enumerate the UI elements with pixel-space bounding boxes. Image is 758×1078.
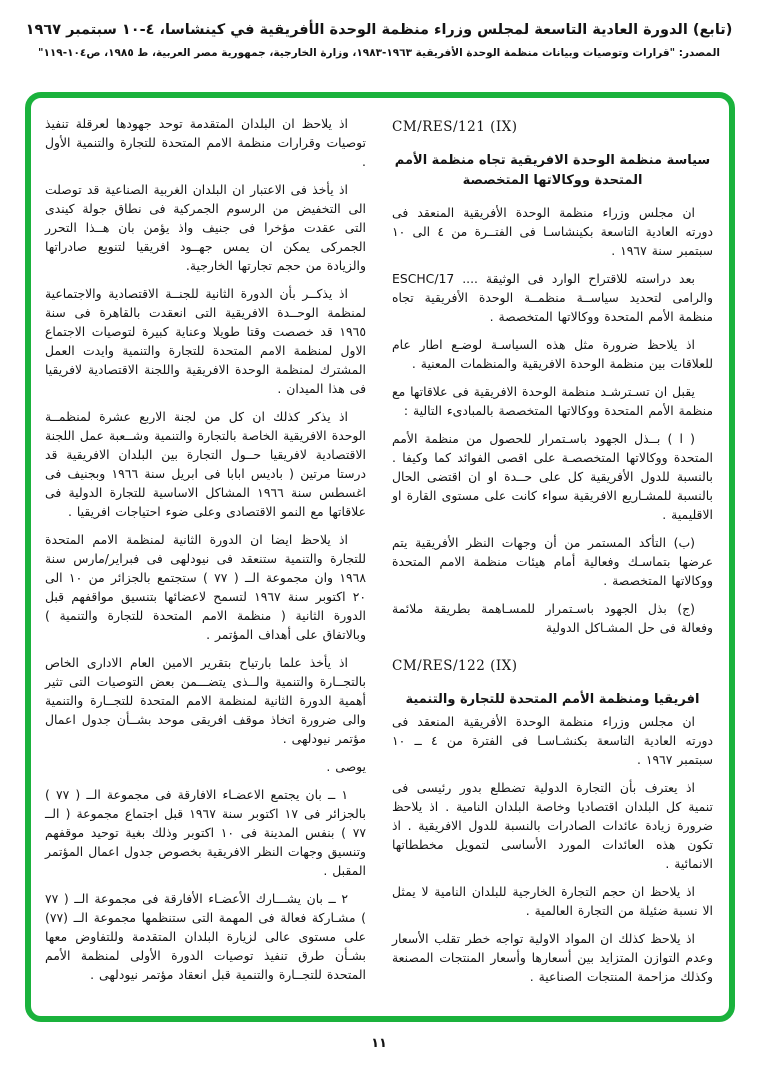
paragraph: ان مجلس وزراء منظمة الوحدة الأفريقية المنعقد فى دورته العادية التاسعة بكينشاسـا فى الفتــرة من ٤ الى ١٠ سبتمبر سنة ١٩٦٧ . xyxy=(392,205,713,258)
resolution-title-122: افريقيا ومنظمة الأمم المتحدة للتجارة والتنمية xyxy=(405,692,700,707)
column-primary xyxy=(392,114,713,1008)
paragraph: اذ يلاحظ ان حجم التجارة الخارجية للبلدان النامية لا يمثل الا نسبة ضئيلة من التجارة العالمية . xyxy=(392,884,713,918)
two-column-layout xyxy=(45,114,713,1008)
paragraph: (ب) التأكد المستمر من أن وجهات النظر الأفريقية يتم عرضها بتماسـك وفعالية أمام هيئات منظمة الامم المتحدة ووكالاتها المتخصصة . xyxy=(392,535,713,588)
page-header xyxy=(0,0,758,59)
paragraph: اذ يأخذ فى الاعتبار ان البلدان الغربية الصناعية قد توصلت الى التخفيض من الرسوم الجمركية فى نطاق جولة كيندى التى عقدت مؤخرا فى جنيف واذ يؤمن بان هــذا التحرر الجمركى يمكن ان يمس جهــود افريقيا لتنويع صادراتها والزيادة من حجم تجارتها الخارجية. xyxy=(45,182,366,273)
paragraph: اذ يلاحظ ايضا ان الدورة الثانية لمنظمة الامم المتحدة للتجارة والتنمية ستنعقد فى نيودلهى فى فبراير/مارس سنة ١٩٦٨ وان مجموعة الــ ( ٧٧ ) ستجتمع بالجزائر من ١٠ الى ٢٠ اكتوبر سنة ١٩٦٧ لتسمح لاعضائها بتنسيق مواقفهم قبل الدورة الثانية ( منظمة الامم المتحدة للتجارة والتنمية ) وبالاتفاق على أهداف المؤتمر . xyxy=(45,532,366,642)
paragraph: اذ يذكــر بأن الدورة الثانية للجنــة الاقتصادية والاجتماعية لمنظمة الوحــدة الافريقية التى انعقدت بالقاهرة فى سنة ١٩٦٥ قد خصصت وقتا طويلا وعناية كبيرة لتوصيات الاجتماع الاول لمنظمة الامم المتحدة للتجارة والتنمية وايدت العمل المشترك لمنظمة الوحدة الافريقية واللجنة الاقتصادية لافريقيا فى هذا الميدان . xyxy=(45,286,366,396)
paragraph: بعد دراسته للاقتراح الوارد فى الوثيقة .... ESCHC/17 والرامى لتحديد سياســة منظمــة الوحدة الأفريقية تجاه منظمة الأمم المتحدة ووكالاتها المتخصصة . xyxy=(392,271,713,324)
paragraph: اذ يأخذ علما بارتياح بتقرير الامين العام الادارى الخاص بالتجــارة والتنمية والــذى يتضـــمن بعض التوصيات التى تثير أهمية الدورة الثانية لمنظمة الامم المتحدة للتجــارة والتنمية والى ضرورة اتخاذ موقف افريقى موحد بشــأن جدول اعمال مؤتمر نيودلهى . xyxy=(45,655,366,746)
page-number: ١١ xyxy=(371,1036,387,1051)
session-title: (تابع) الدورة العادية التاسعة لمجلس وزراء منظمة الوحدة الأفريقية في كينشاسا، ٤-١٠ سبتمبر ١٩٦٧ xyxy=(25,22,733,38)
paragraph: (ج) بذل الجهود باسـتمرار للمسـاهمة بطريقة ملائمة وفعالة فى حل المشـاكل الدولية xyxy=(392,601,713,635)
paragraph: اذ يذكر كذلك ان كل من لجنة الاربع عشرة لمنظمــة الوحدة الافريقية الخاصة بالتجارة والتنمية وشــعبة عمل اللجنة الاقتصادية لافريقيا حــول التجارة بين البلدان الافريقية قد درستا مرتين ( باديس ابابا فى ابريل سنة ١٩٦٦ وبجنيف فى اغسطس سنة ١٩٦٦ المشاكل الاساسية للتجارة الدولية فى علاقاتها مع النمو الاقتصادى وعلى ضوء احتياجات افريقيا . xyxy=(45,409,366,519)
column-continuation xyxy=(45,114,366,1008)
resolution-title-121: سياسة منظمة الوحدة الافريقية تجاه منظمة الأمم المتحدة ووكالاتها المتخصصة xyxy=(394,153,711,188)
paragraph: ( ا ) بــذل الجهود باسـتمرار للحصول من منظمة الأمم المتحدة ووكالاتها المتخصصـة على اقصى الفوائد كما وكيفا . بالنسبة للدول الأفريقية كل على حــدة او ان اقتضى الحال بالنسبة للمشـاريع الافريقية سواء كانت على مستوى القارة او الاقليمية . xyxy=(392,431,713,522)
source-citation: المصدر: "قرارات وتوصيات وبيانات منظمة الوحدة الأفريقية ١٩٦٣-١٩٨٣، وزارة الخارجية، جمهورية مصر العربية، ط ١٩٨٥، ص١٠٤-١١٩" xyxy=(38,47,720,59)
paragraph: اذ يلاحظ ضرورة مثل هذه السياسـة لوضـع اطار عام للعلاقات بين منظمة الوحدة الافريقية والمنظمات المعنية . xyxy=(392,337,713,371)
paragraph: اذ يلاحظ ان البلدان المتقدمة توحد جهودها لعرقلة تنفيذ توصيات وقرارات منظمة الامم المتحدة للتجارة والتنمية الأول . xyxy=(45,116,366,169)
paragraph: اذ يعترف بأن التجارة الدولية تضطلع بدور رئيسى فى تنمية كل البلدان اقتصاديا وخاصة البلدان النامية . اذ يلاحظ ضرورة زيادة عائدات الصادرات بالنسبة للدول الافريقية . اذ تكون هذه العائدات المورد الأساسى لتمويل مخططاتها الانمائية . xyxy=(392,780,713,871)
paragraph: ان مجلس وزراء منظمة الوحدة الأفريقية المنعقد فى دورته العادية التاسعة بكنشـاسـا فى الفترة من ٤ ــ ١٠ سبتمبر ١٩٦٧ . xyxy=(392,714,713,767)
paragraph: يقبل ان تسـترشـد منظمة الوحدة الافريقية فى علاقاتها مع منظمة الأمم المتحدة ووكالاتها المتخصصة بالمبادىء التالية : xyxy=(391,384,713,418)
paragraph-item-1: ١ ــ بان يجتمع الاعضـاء الافارقة فى مجموعة الــ ( ٧٧ ) بالجزائر فى ١٧ اكتوبر سنة ١٩٦٧ قبل اجتماع مجموعة ( الــ ٧٧ ) بنفس المدينة فى ١٠ اكتوبر وذلك بغية توحيد موقفهم وتنسيق وجهات النظر الافريقية بخصوص جدول اعمال المؤتمر المقبل . xyxy=(45,787,366,878)
paragraph: اذ يلاحظ كذلك ان المواد الاولية تواجه خطر تقلب الأسعار وعدم التوازن المتزايد بين أسعارها وأسعار المنتجات المصنعة وكذلك مزاحمة المنتجات الصناعية . xyxy=(392,931,713,984)
green-document-frame xyxy=(25,92,735,1022)
resolution-ref-122: CM/RES/122 (IX) xyxy=(392,658,518,674)
paragraph-item-2: ٢ ــ بان يشـــارك الأعضـاء الأفارقة فى مجموعة الــ ( ٧٧ ) مشـاركة فعالة فى المهمة التى ستنظمها مجموعة الــ (٧٧) على مستوى عالى لزيارة البلدان المتقدمة وللتفاوض معها بشـأن طرق تنفيذ توصيات الدورة الأولى لمنظمة الأمم المتحدة للتجــارة والتنمية قبل انعقاد مؤتمر نيودلهى . xyxy=(45,891,366,982)
resolution-ref-121: CM/RES/121 (IX) xyxy=(392,119,518,135)
paragraph-recommendation-lead: يوصى . xyxy=(326,759,366,774)
